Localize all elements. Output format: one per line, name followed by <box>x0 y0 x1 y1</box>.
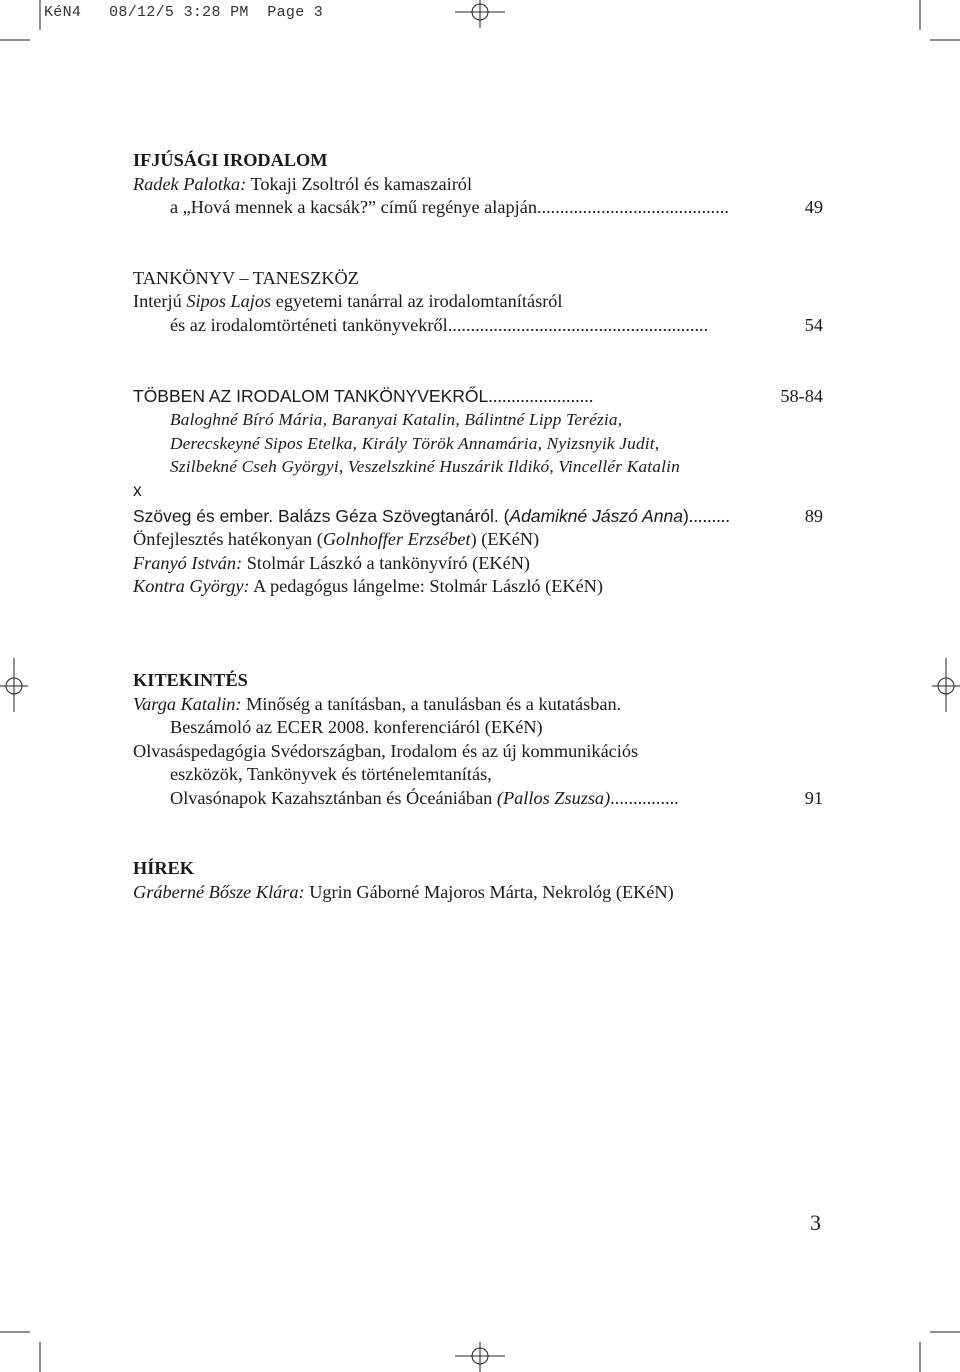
toc-entry-varga-cont: Beszámoló az ECER 2008. konferenciáról (EKéN) <box>170 717 543 738</box>
registration-mark-left <box>0 658 28 712</box>
entry-text-b: ) (EKéN) <box>470 529 540 550</box>
section-heading-kitekintes: KITEKINTÉS <box>133 669 248 690</box>
slug-file: KéN4 <box>44 4 82 21</box>
separator-x: x <box>133 479 142 500</box>
heading-text: TÖBBEN AZ IRODALOM TANKÖNYVEKRŐL <box>133 385 489 406</box>
registration-mark-bottom <box>455 1342 505 1372</box>
dot-leader: ............... <box>610 787 679 808</box>
crop-mark-bottom-right <box>920 1332 960 1372</box>
author-name: Gráberné Bősze Klára: <box>133 882 305 903</box>
entry-text-b: ) <box>682 505 689 526</box>
person-name: Sipos Lajos <box>186 291 272 312</box>
toc-entry-szoveg <box>133 505 823 529</box>
entry-text <box>133 505 689 529</box>
section-heading-ifjusagi: IFJÚSÁGI IRODALOM <box>133 150 328 170</box>
person-name: Adamikné Jászó Anna <box>509 505 683 526</box>
entry-title: Minőség a tanításban, a tanulásban és a kutatásban. <box>241 693 622 714</box>
slug-time: 3:28 PM <box>183 4 249 21</box>
person-name: (Pallos Zsuzsa) <box>496 787 611 808</box>
registration-mark-top <box>455 0 505 28</box>
entry-title: A pedagógus lángelme: Stolmár László (EKéN) <box>249 576 603 597</box>
toc-entry-palotka <box>133 173 823 197</box>
toc-entry-kontra <box>133 575 823 599</box>
page-number: 3 <box>810 1210 821 1235</box>
person-name: Golnhoffer Erzsébet <box>322 529 471 550</box>
section-heading-hirek: HÍREK <box>133 858 194 879</box>
registration-mark-right <box>932 658 960 712</box>
section-heading-tankonyv: TANKÖNYV – TANESZKÖZ <box>133 267 359 288</box>
toc-entry-franyo <box>133 552 823 576</box>
toc-entry-olvasas: Olvasáspedagógia Svédországban, Irodalom és az új kommunikációs <box>133 740 639 761</box>
toc-entry-olvasonapok <box>133 787 823 811</box>
crop-mark-bottom-left <box>0 1332 40 1372</box>
toc-entry-graberne <box>133 881 823 905</box>
toc-entry-onfejlesztes <box>133 528 823 552</box>
entry-text: Interjú <box>133 291 187 312</box>
slug-date: 08/12/5 <box>109 4 175 21</box>
entry-text-cont: és az irodalomtörténeti tankönyvekről <box>170 314 448 335</box>
toc-entry-interju <box>133 290 823 314</box>
dot-leader: .......................................... <box>536 197 729 218</box>
crop-mark-top-left <box>0 0 40 40</box>
entry-text-a: Olvasónapok Kazahsztánban és Óceániában <box>170 787 497 808</box>
authors-line-3: Szilbekné Cseh Györgyi, Veszelszkiné Huszárik Ildikó, Vincellér Katalin <box>170 457 680 477</box>
toc-entry-palotka-cont <box>133 196 823 220</box>
author-name: Varga Katalin: <box>133 693 242 714</box>
entry-text-a: Önfejlesztés hatékonyan ( <box>133 529 323 550</box>
table-of-contents <box>133 149 823 905</box>
toc-entry-varga <box>133 693 823 717</box>
author-name: Radek Palotka: <box>133 173 247 194</box>
page-ref: 54 <box>804 314 823 335</box>
toc-entry-interju-cont <box>133 314 823 338</box>
dot-leader: ......... <box>688 505 730 526</box>
entry-title-cont: a „Hová mennek a kacsák?” című regénye alapján <box>170 197 537 218</box>
authors-line-2: Derecskeyné Sipos Etelka, Király Török Annamária, Nyizsnyik Judit, <box>170 433 660 453</box>
author-name: Franyó István: <box>133 552 243 573</box>
authors-line-1: Baloghné Bíró Mária, Baranyai Katalin, Bálintné Lipp Terézia, <box>170 410 623 430</box>
page-ref: 58-84 <box>780 385 823 406</box>
entry-title: Stolmár Lászkó a tankönyvíró (EKéN) <box>242 552 531 573</box>
entry-text: egyetemi tanárral az irodalomtanításról <box>271 291 563 312</box>
page-ref: 49 <box>804 197 823 218</box>
author-name: Kontra György: <box>133 576 250 597</box>
page-ref: 91 <box>804 787 823 808</box>
crop-mark-top-right <box>920 0 960 40</box>
dot-leader: ......................................................... <box>447 314 709 335</box>
slug-page: Page 3 <box>267 4 324 21</box>
toc-entry-olvasas-cont: eszközök, Tankönyvek és történelemtanítás, <box>170 764 492 785</box>
entry-title: Tokaji Zsoltról és kamaszairól <box>246 173 473 194</box>
entry-title: Ugrin Gáborné Majoros Márta, Nekrológ (EKéN) <box>304 882 674 903</box>
page-ref: 89 <box>804 505 823 526</box>
entry-text-a: Szöveg és ember. Balázs Géza Szövegtanáról. ( <box>133 505 510 526</box>
section-heading-tobben <box>133 385 823 409</box>
dot-leader: ....................... <box>488 385 594 406</box>
entry-text <box>170 787 610 811</box>
